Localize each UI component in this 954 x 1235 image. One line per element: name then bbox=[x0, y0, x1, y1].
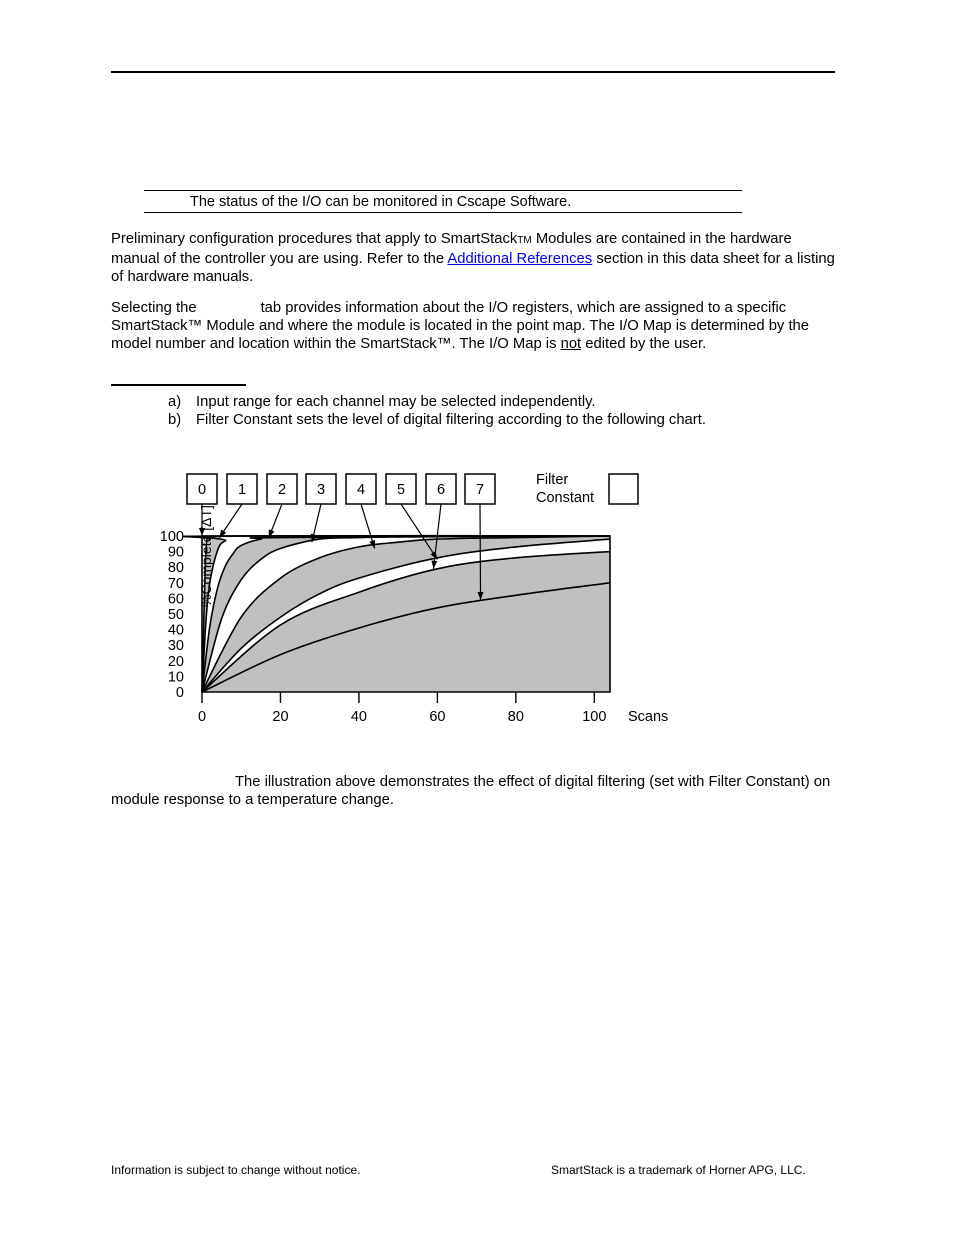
filter-constant-label-2: 2 bbox=[277, 482, 287, 498]
filter-constant-label-3: 3 bbox=[316, 482, 326, 498]
para1-middle: Modules are contained in the hardware manual of the controller you are using. Refer to the bbox=[111, 231, 792, 267]
list-text: Filter Constant sets the level of digital filtering according to the following chart. bbox=[196, 412, 706, 428]
y-tick-label: 20 bbox=[167, 653, 184, 670]
trademark-mark: TM bbox=[517, 235, 532, 246]
legend-label-constant: Constant bbox=[536, 490, 595, 506]
y-tick-label: 10 bbox=[167, 669, 184, 686]
y-tick-label: 50 bbox=[167, 607, 184, 623]
y-tick-label: 100 bbox=[159, 529, 184, 545]
filter-constant-label-5: 5 bbox=[396, 482, 406, 498]
filter-constant-value-box bbox=[609, 474, 638, 504]
list-marker: a) bbox=[168, 394, 182, 410]
y-tick-label: 30 bbox=[167, 638, 184, 655]
filter-constant-label-0: 0 bbox=[197, 482, 207, 498]
list-marker: b) bbox=[168, 412, 182, 428]
filter-constant-label-7: 7 bbox=[475, 482, 485, 498]
x-tick-label: 100 bbox=[582, 709, 607, 725]
additional-references-link[interactable]: Additional References bbox=[447, 251, 593, 267]
y-tick-label: 0 bbox=[175, 685, 184, 701]
list-text: Input range for each channel may be selected independently. bbox=[196, 394, 596, 410]
y-tick-label: 80 bbox=[167, 560, 184, 577]
y-tick-label: 70 bbox=[167, 575, 184, 592]
x-tick-label: 60 bbox=[429, 709, 446, 725]
x-tick-label: 40 bbox=[350, 709, 367, 725]
filter-constant-label-6: 6 bbox=[436, 482, 446, 498]
footer-right: SmartStack is a trademark of Horner APG, LLC. bbox=[551, 1163, 806, 1177]
x-tick-label: 0 bbox=[197, 709, 207, 725]
para2-end: edited by the user. bbox=[581, 336, 707, 352]
para2-before: Selecting the bbox=[111, 300, 197, 316]
para2-emph: not bbox=[560, 336, 582, 352]
x-tick-label: 20 bbox=[272, 709, 289, 725]
chart-fill-bands bbox=[183, 536, 610, 692]
x-axis-label: Scans bbox=[628, 709, 669, 725]
filter-constant-label-4: 4 bbox=[356, 482, 366, 498]
para1-after: section in this data sheet for a listing of hardware manuals. bbox=[111, 251, 835, 285]
filter-constant-legend bbox=[187, 474, 495, 504]
y-tick-label: 60 bbox=[167, 591, 184, 608]
y-tick-label: 90 bbox=[167, 544, 184, 561]
caption-text: The illustration above demonstrates the effect of digital filtering (set with Filter Constant) on module response to a temperature change. bbox=[111, 774, 831, 808]
footer-left: Information is subject to change without notice. bbox=[111, 1163, 361, 1177]
note-text: The status of the I/O can be monitored in Cscape Software. bbox=[190, 194, 572, 210]
y-tick-label: 40 bbox=[167, 622, 184, 639]
legend-label-filter: Filter bbox=[536, 472, 569, 488]
figure-caption bbox=[111, 773, 851, 809]
x-tick-label: 80 bbox=[507, 709, 524, 725]
y-axis-label: %Complete [ΔT] bbox=[198, 505, 214, 607]
para1-before: Preliminary configuration procedures that apply to SmartStack bbox=[111, 231, 518, 247]
filter-constant-label-1: 1 bbox=[237, 482, 247, 498]
para2-after-gap: tab provides information about the I/O registers, which are assigned to a specific SmartStack™ Module and where the module is located in the point map. The I/O Map is determined by the model number and location within the SmartStack™. The I/O Map is bbox=[111, 300, 810, 352]
pointer-line-7 bbox=[480, 504, 481, 600]
